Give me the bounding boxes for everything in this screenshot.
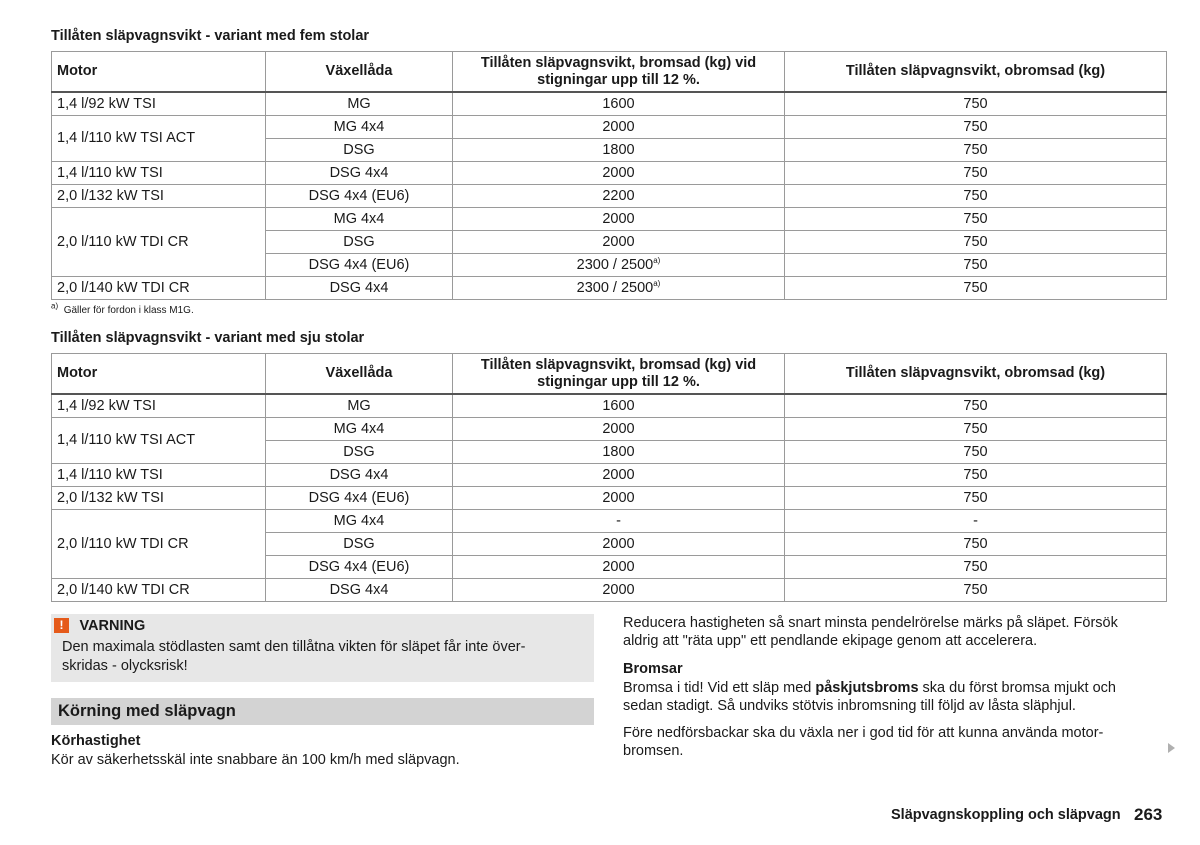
gearbox-cell: DSG 4x4 — [266, 579, 453, 602]
text-line: Reducera hastigheten så snart minsta pendelrörelse märks på släpet. Försök — [623, 615, 1118, 631]
braked-cell: 2000 — [453, 579, 785, 602]
gearbox-cell: DSG 4x4 (EU6) — [266, 185, 453, 208]
table-row — [52, 116, 1167, 139]
braked-cell: 2000 — [453, 162, 785, 185]
table-header-row — [52, 354, 1167, 395]
warning-line: skridas - olycksrisk! — [62, 658, 188, 674]
table-row — [52, 394, 1167, 418]
gearbox-cell: DSG — [266, 139, 453, 162]
warning-text — [62, 638, 587, 676]
braked-cell: 2000 — [453, 231, 785, 254]
unbraked-cell: 750 — [785, 208, 1167, 231]
motor-cell: 1,4 l/110 kW TSI — [52, 162, 266, 185]
towing-table-seven-seats — [51, 353, 1167, 602]
unbraked-cell: 750 — [785, 116, 1167, 139]
warning-line: Den maximala stödlasten samt den tillåtna vikten för släpet får inte över- — [62, 639, 526, 655]
towing-table-five-seats — [51, 51, 1167, 300]
gearbox-cell: DSG 4x4 — [266, 464, 453, 487]
col-header-gearbox: Växellåda — [266, 354, 453, 395]
unbraked-cell: 750 — [785, 579, 1167, 602]
subheading-brakes: Bromsar — [623, 661, 683, 677]
unbraked-cell: 750 — [785, 556, 1167, 579]
gearbox-cell: DSG 4x4 (EU6) — [266, 254, 453, 277]
table-row — [52, 579, 1167, 602]
unbraked-cell: 750 — [785, 277, 1167, 300]
gearbox-cell: MG — [266, 92, 453, 116]
warning-header — [54, 617, 145, 635]
gearbox-cell: MG 4x4 — [266, 116, 453, 139]
col-header-unbraked: Tillåten släpvagnsvikt, obromsad (kg) — [785, 354, 1167, 395]
motor-cell: 1,4 l/110 kW TSI — [52, 464, 266, 487]
braked-cell: 2000 — [453, 533, 785, 556]
motor-cell: 2,0 l/140 kW TDI CR — [52, 579, 266, 602]
motor-cell: 2,0 l/132 kW TSI — [52, 487, 266, 510]
text-line — [623, 679, 1168, 697]
braked-cell: 1600 — [453, 394, 785, 418]
braked-cell — [453, 277, 785, 300]
text-line: aldrig att "räta upp" ett pendlande ekipage genom att accelerera. — [623, 633, 1038, 649]
table-row — [52, 162, 1167, 185]
table-row — [52, 208, 1167, 231]
gearbox-cell: DSG — [266, 533, 453, 556]
braked-cell: 1800 — [453, 441, 785, 464]
unbraked-cell: 750 — [785, 533, 1167, 556]
braked-cell: 2000 — [453, 418, 785, 441]
col-header-braked: Tillåten släpvagnsvikt, bromsad (kg) vid stigningar upp till 12 %. — [453, 354, 785, 395]
motor-cell: 1,4 l/92 kW TSI — [52, 394, 266, 418]
col-header-motor: Motor — [52, 354, 266, 395]
motor-cell: 1,4 l/110 kW TSI ACT — [52, 116, 266, 162]
braked-cell — [453, 254, 785, 277]
unbraked-cell: 750 — [785, 487, 1167, 510]
motor-cell: 2,0 l/140 kW TDI CR — [52, 277, 266, 300]
gearbox-cell: MG 4x4 — [266, 510, 453, 533]
col-header-unbraked: Tillåten släpvagnsvikt, obromsad (kg) — [785, 52, 1167, 93]
braked-cell: 2000 — [453, 208, 785, 231]
col-header-gearbox: Växellåda — [266, 52, 453, 93]
warning-icon: ! — [54, 618, 69, 633]
gearbox-cell: DSG 4x4 — [266, 277, 453, 300]
braked-cell: - — [453, 510, 785, 533]
unbraked-cell: 750 — [785, 92, 1167, 116]
motor-cell: 2,0 l/132 kW TSI — [52, 185, 266, 208]
speed-text: Kör av säkerhetsskäl inte snabbare än 100 km/h med släpvagn. — [51, 752, 460, 768]
braked-value: 2300 / 2500 — [576, 256, 654, 273]
unbraked-cell: - — [785, 510, 1167, 533]
braked-cell: 2000 — [453, 116, 785, 139]
table-row — [52, 464, 1167, 487]
footnote — [51, 301, 194, 316]
col-header-motor: Motor — [52, 52, 266, 93]
unbraked-cell: 750 — [785, 231, 1167, 254]
unbraked-cell: 750 — [785, 139, 1167, 162]
section-heading-bar — [51, 698, 594, 725]
table-row — [52, 487, 1167, 510]
text-line: sedan stadigt. Så undviks stötvis inbromsning till följd av låsta släphjul. — [623, 698, 1076, 714]
right-paragraph-3 — [623, 724, 1168, 760]
footnote-ref: a) — [653, 255, 661, 265]
gearbox-cell: DSG 4x4 (EU6) — [266, 556, 453, 579]
page-number: 263 — [1134, 805, 1163, 824]
unbraked-cell: 750 — [785, 394, 1167, 418]
table-row — [52, 510, 1167, 533]
footer-chapter-title: Släpvagnskoppling och släpvagn — [891, 807, 1121, 823]
text-line: Före nedförsbackar ska du växla ner i god tid för att kunna använda motor- — [623, 725, 1104, 741]
text-span: ska du först bromsa mjukt och — [918, 680, 1116, 696]
unbraked-cell: 750 — [785, 418, 1167, 441]
braked-cell: 2000 — [453, 556, 785, 579]
gearbox-cell: DSG 4x4 (EU6) — [266, 487, 453, 510]
unbraked-cell: 750 — [785, 464, 1167, 487]
gearbox-cell: MG — [266, 394, 453, 418]
footnote-ref: a) — [653, 278, 661, 288]
unbraked-cell: 750 — [785, 441, 1167, 464]
right-paragraph-1 — [623, 614, 1168, 650]
right-paragraph-2 — [623, 679, 1168, 715]
footnote-text: Gäller för fordon i klass M1G. — [63, 305, 194, 316]
bold-term: påskjutsbroms — [815, 680, 919, 696]
col-header-braked: Tillåten släpvagnsvikt, bromsad (kg) vid stigningar upp till 12 %. — [453, 52, 785, 93]
braked-cell: 2000 — [453, 487, 785, 510]
table-header-row — [52, 52, 1167, 93]
unbraked-cell: 750 — [785, 185, 1167, 208]
motor-cell: 2,0 l/110 kW TDI CR — [52, 510, 266, 579]
motor-cell: 1,4 l/92 kW TSI — [52, 92, 266, 116]
table-row — [52, 277, 1167, 300]
gearbox-cell: MG 4x4 — [266, 208, 453, 231]
table1-caption: Tillåten släpvagnsvikt - variant med fem stolar — [51, 28, 370, 44]
table-row — [52, 92, 1167, 116]
braked-cell: 1800 — [453, 139, 785, 162]
text-line: bromsen. — [623, 743, 684, 759]
table-row — [52, 418, 1167, 441]
gearbox-cell: DSG 4x4 — [266, 162, 453, 185]
footnote-mark: a) — [51, 301, 59, 311]
braked-cell: 2000 — [453, 464, 785, 487]
section-title: Körning med släpvagn — [58, 702, 236, 720]
warning-box — [51, 614, 594, 682]
unbraked-cell: 750 — [785, 254, 1167, 277]
unbraked-cell: 750 — [785, 162, 1167, 185]
gearbox-cell: DSG — [266, 231, 453, 254]
motor-cell: 2,0 l/110 kW TDI CR — [52, 208, 266, 277]
continue-arrow-icon — [1168, 743, 1175, 753]
braked-cell: 1600 — [453, 92, 785, 116]
motor-cell: 1,4 l/110 kW TSI ACT — [52, 418, 266, 464]
warning-title: VARNING — [79, 617, 146, 634]
table-row — [52, 185, 1167, 208]
text-span: Bromsa i tid! Vid ett släp med — [623, 680, 816, 696]
braked-cell: 2200 — [453, 185, 785, 208]
gearbox-cell: DSG — [266, 441, 453, 464]
gearbox-cell: MG 4x4 — [266, 418, 453, 441]
subheading-speed: Körhastighet — [51, 733, 141, 749]
table2-caption: Tillåten släpvagnsvikt - variant med sju stolar — [51, 330, 365, 346]
braked-value: 2300 / 2500 — [576, 279, 654, 296]
